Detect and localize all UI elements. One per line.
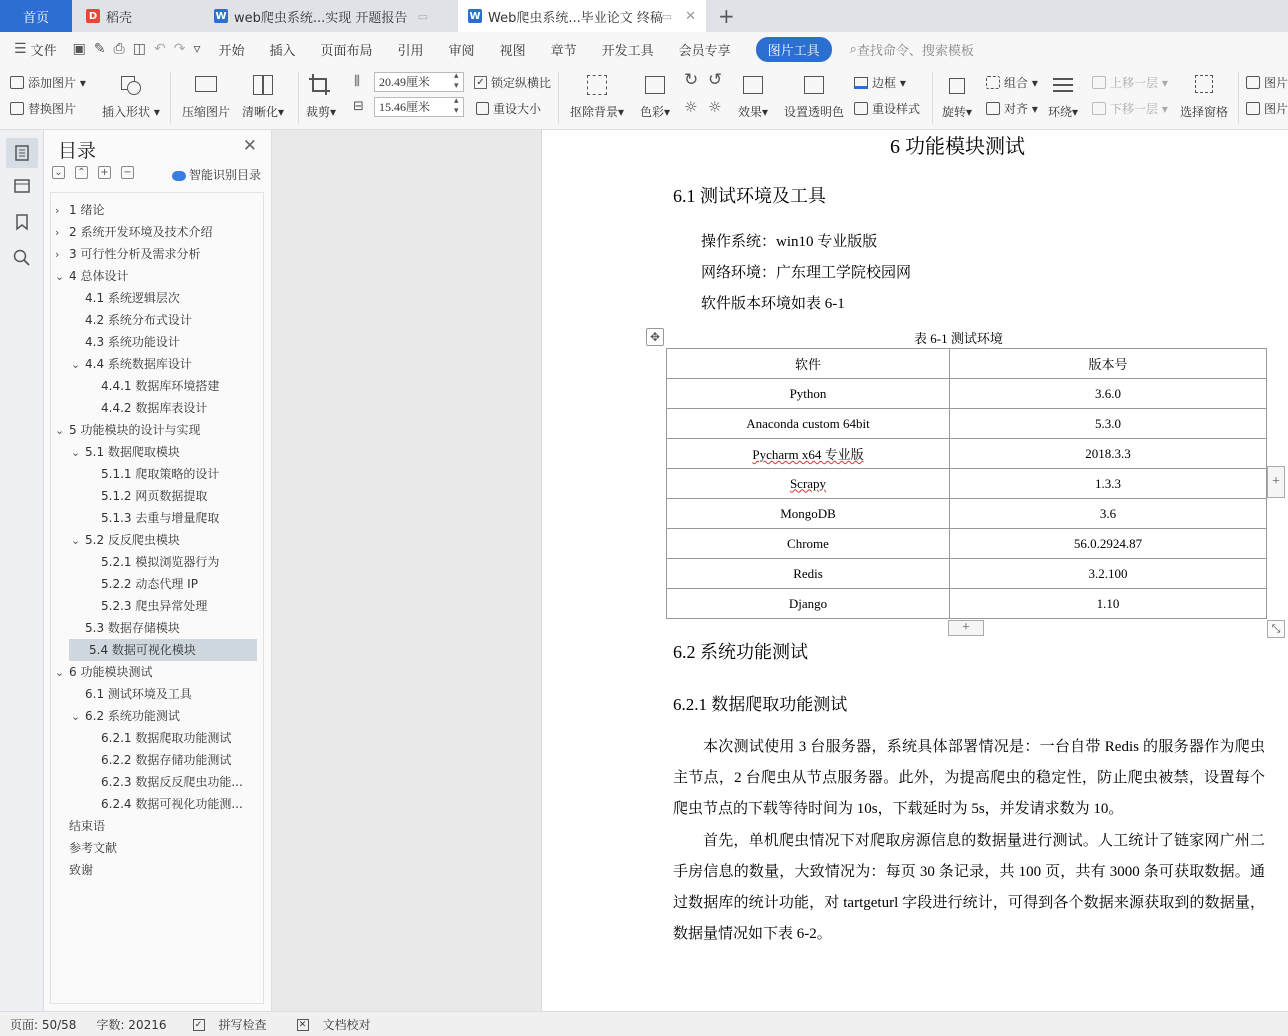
toc-item[interactable]	[85, 287, 257, 309]
transparency-icon	[800, 72, 828, 98]
menu-page-layout[interactable]: 页面布局	[320, 43, 373, 59]
hamburger-icon[interactable]: ☰	[14, 41, 27, 57]
toc-item-label: 结束语	[69, 819, 106, 833]
table-row	[667, 469, 1267, 499]
border-button[interactable]: 边框 ▾	[854, 74, 906, 91]
toc-item-label: 4.4 系统数据库设计	[85, 357, 192, 371]
status-bar	[0, 1011, 1288, 1036]
body-paragraph-1: 本次测试使用 3 台服务器，系统具体部署情况是：一台自带 Redis 的服务器作为爬虫主节点，2 台爬虫从节点服务器。此外，为提高爬虫的稳定性，防止爬虫被禁，设置每个爬虫节点的下载等待时间为 10s，下载延时为 5s，并发请求数为 10。	[673, 739, 1265, 817]
reset-size-label: 重设大小	[493, 102, 542, 116]
undo-icon[interactable]: ↶	[153, 41, 166, 57]
effects-icon	[739, 72, 767, 98]
smart-toc-label: 智能识别目录	[188, 168, 261, 182]
chevron-down-icon[interactable]: ⌄	[55, 424, 65, 437]
table-row	[667, 439, 1267, 469]
toc-item-label: 5.1 数据爬取模块	[85, 445, 180, 459]
close-icon[interactable]: ✕	[685, 8, 696, 24]
toc-item-label: 参考文献	[69, 841, 118, 855]
word-doc-icon: W	[215, 10, 227, 22]
border-label: 边框	[872, 76, 897, 90]
toc-item[interactable]	[101, 727, 257, 749]
toc-icon	[6, 138, 38, 168]
group-label: 组合	[1004, 76, 1029, 90]
find-button[interactable]	[12, 248, 32, 268]
menu-start[interactable]: 开始	[218, 43, 245, 59]
align-button[interactable]: 对齐 ▾	[986, 100, 1038, 117]
toc-item[interactable]	[55, 221, 257, 243]
ribbon-divider	[558, 72, 559, 124]
color-label: 色彩	[640, 105, 665, 119]
proofread-label: 文档校对	[322, 1017, 371, 1032]
toc-item[interactable]	[101, 573, 257, 595]
chevron-down-icon[interactable]: ⌄	[71, 710, 81, 723]
smart-icon	[172, 171, 186, 181]
proofread-button[interactable]	[287, 1016, 371, 1033]
reset-style-button[interactable]	[854, 100, 920, 117]
wrap-button[interactable]: 环绕▾	[1048, 72, 1078, 120]
remove-bg-label: 抠除背景	[570, 105, 619, 119]
toc-title: 目录	[58, 140, 97, 162]
chevron-down-icon[interactable]: ⌄	[55, 270, 65, 283]
toc-toolbar	[52, 166, 144, 179]
border-icon	[854, 77, 868, 89]
toc-item-label: 5.1.1 爬取策略的设计	[101, 467, 220, 481]
crop-button[interactable]: 裁剪▾	[306, 72, 336, 120]
toc-item[interactable]	[55, 419, 257, 441]
table-cell-text: Scrapy	[789, 475, 827, 491]
height-stepper-icon[interactable]: ▴ ▾	[454, 96, 459, 116]
bring-forward-label: 上移一层	[1110, 76, 1159, 90]
replace-picture-label: 替换图片	[28, 102, 77, 116]
toc-item[interactable]	[85, 617, 257, 639]
collapse-all-icon[interactable]: ⌄	[52, 166, 65, 179]
set-transparency-button[interactable]	[784, 72, 844, 120]
table-cell[interactable]	[667, 469, 950, 499]
chevron-down-icon[interactable]: ⌄	[71, 446, 81, 459]
replace-picture-icon	[10, 102, 24, 115]
toc-item-label: 6.2.3 数据反反爬虫功能...	[101, 775, 243, 789]
ribbon-divider	[298, 72, 299, 124]
quick-access-more-icon[interactable]: ▿	[193, 41, 201, 57]
wrap-icon	[1049, 72, 1077, 98]
toc-item[interactable]	[55, 199, 257, 221]
table-header-cell[interactable]: 软件	[667, 349, 950, 379]
toc-item-label: 6.2.2 数据存储功能测试	[101, 753, 232, 767]
toc-item-label: 3 可行性分析及需求分析	[69, 247, 201, 261]
add-picture-label: 添加图片	[28, 76, 77, 90]
effects-label: 效果	[738, 105, 763, 119]
document-canvas	[272, 130, 1288, 1011]
tab-docer[interactable]	[76, 0, 200, 32]
toc-item-label: 5.2 反反爬虫模块	[85, 533, 180, 547]
selection-pane-icon	[1190, 72, 1218, 98]
compress-icon	[192, 72, 220, 98]
toc-item[interactable]	[55, 265, 257, 287]
command-search-input[interactable]: 查找命令、搜索模板	[856, 43, 974, 59]
toc-item-label: 5.3 数据存储模块	[85, 621, 180, 635]
environment-table	[666, 348, 1267, 619]
table-cell[interactable]: Anaconda custom 64bit	[667, 409, 950, 439]
toc-item[interactable]	[101, 749, 257, 771]
section-heading-6-1: 6.1 测试环境及工具	[673, 186, 826, 206]
redo-icon[interactable]: ↷	[173, 41, 186, 57]
toc-item[interactable]	[55, 661, 257, 683]
table-cell[interactable]: Redis	[667, 559, 950, 589]
toc-item[interactable]	[85, 309, 257, 331]
table-cell[interactable]: Chrome	[667, 529, 950, 559]
ribbon-divider	[1238, 72, 1239, 124]
table-caption: 表 6-1 测试环境	[914, 331, 1003, 346]
toc-panel	[44, 130, 272, 1011]
toc-item-label: 1 绪论	[69, 203, 105, 217]
toc-item-label: 5.2.3 爬虫异常处理	[101, 599, 208, 613]
selection-pane-button[interactable]	[1180, 72, 1228, 120]
tab-bar	[0, 0, 1288, 32]
spell-check-label: 拼写检查	[218, 1017, 267, 1032]
toc-item-label: 4.4.1 数据库环境搭建	[101, 379, 220, 393]
toc-item-label: 5.1.2 网页数据提取	[101, 489, 208, 503]
toc-item-label: 5 功能模块的设计与实现	[69, 423, 201, 437]
lock-ratio-checkbox[interactable]	[474, 74, 551, 91]
shape-icon	[117, 72, 145, 98]
bookmark-button[interactable]	[12, 212, 32, 232]
table-header-cell[interactable]: 版本号	[950, 349, 1267, 379]
print-preview-icon[interactable]: ◫	[132, 41, 146, 57]
table-row	[667, 379, 1267, 409]
software-line: 软件版本环境如表 6-1	[701, 296, 845, 312]
remove-background-icon	[583, 72, 611, 98]
replace-picture-button[interactable]	[10, 100, 76, 117]
toc-item-label: 6.2.4 数据可视化功能测...	[101, 797, 243, 811]
tab-thesis[interactable]	[458, 0, 706, 32]
toc-item[interactable]	[69, 859, 257, 881]
toc-panel-button[interactable]	[6, 138, 38, 168]
spell-check-icon: ✓	[193, 1019, 205, 1031]
toc-item-label: 致谢	[69, 863, 94, 877]
table-cell[interactable]: Django	[667, 589, 950, 619]
expand-all-icon[interactable]: ⌃	[75, 166, 88, 179]
tab-proposal[interactable]	[204, 0, 456, 32]
width-input[interactable]: 20.49厘米	[374, 72, 464, 92]
menu-insert[interactable]: 插入	[269, 43, 296, 59]
toc-item[interactable]	[85, 683, 257, 705]
tab-docer-label: 稻壳	[106, 10, 133, 26]
word-count[interactable]: 字数: 20216	[96, 1017, 167, 1032]
tab-home[interactable]	[0, 0, 72, 32]
toc-item-label: 4 总体设计	[69, 269, 129, 283]
clarify-label: 清晰化	[242, 105, 279, 119]
table-cell[interactable]: 1.10	[950, 589, 1267, 619]
remove-heading-icon[interactable]: −	[121, 166, 134, 179]
os-line: 操作系统：win10 专业版版	[701, 234, 878, 250]
toc-item[interactable]	[71, 441, 257, 463]
document-page	[541, 130, 1288, 1011]
toc-item[interactable]	[101, 771, 257, 793]
toc-item-label: 5.2.2 动态代理 IP	[101, 577, 198, 591]
word-doc-icon: W	[469, 10, 481, 22]
toc-item-label: 5.4 数据可视化模块	[89, 643, 196, 657]
color-button[interactable]: 色彩▾	[640, 72, 670, 120]
menu-review[interactable]: 审阅	[448, 43, 475, 59]
reset-style-icon	[854, 102, 868, 115]
bring-forward-icon	[1092, 76, 1106, 89]
toc-item-label: 6.2.1 数据爬取功能测试	[101, 731, 232, 745]
add-picture-button[interactable]: 添加图片 ▾	[10, 74, 86, 91]
add-column-button[interactable]: +	[1267, 466, 1285, 498]
rotate-left-icon[interactable]: ↻	[684, 70, 699, 90]
table-cell[interactable]: 56.0.2924.87	[950, 529, 1267, 559]
toc-item[interactable]	[101, 375, 257, 397]
picture-tools-ribbon	[0, 66, 1288, 130]
format-painter-icon[interactable]: ✎	[93, 41, 106, 57]
table-cell[interactable]: Python	[667, 379, 950, 409]
checkbox-checked-icon: ✓	[474, 76, 487, 89]
search-icon: ⌕	[849, 41, 857, 57]
menu-file[interactable]: 文件	[30, 43, 57, 59]
chevron-down-icon[interactable]: ⌄	[55, 666, 65, 679]
toc-item[interactable]	[69, 815, 257, 837]
group-icon	[986, 76, 1000, 89]
insert-shape-button[interactable]: 插入形状 ▾	[102, 72, 160, 120]
toc-item[interactable]	[55, 243, 257, 265]
add-row-button[interactable]: +	[948, 620, 984, 636]
spell-check-button[interactable]	[183, 1016, 267, 1033]
send-backward-label: 下移一层	[1110, 102, 1159, 116]
search-icon	[12, 248, 32, 268]
menu-references[interactable]: 引用	[397, 43, 424, 59]
table-cell[interactable]: 5.3.0	[950, 409, 1267, 439]
toc-item[interactable]	[101, 551, 257, 573]
table-row	[667, 529, 1267, 559]
table-row	[667, 589, 1267, 619]
toc-item[interactable]	[71, 353, 257, 375]
color-icon	[641, 72, 669, 98]
width-icon: ⫼	[354, 74, 360, 89]
menu-member[interactable]: 会员专享	[678, 43, 731, 59]
navigation-sidebar	[0, 130, 44, 1011]
width-stepper-icon[interactable]: ▴ ▾	[454, 71, 459, 91]
toc-item-label: 4.1 系统逻辑层次	[85, 291, 180, 305]
new-tab-button[interactable]	[712, 0, 742, 32]
picture-more-button[interactable]	[1246, 74, 1288, 91]
wrap-label: 环绕	[1048, 105, 1073, 119]
smart-toc-button[interactable]	[172, 166, 261, 183]
page-count[interactable]: 页面: 50/58	[10, 1017, 77, 1032]
rotate-right-icon[interactable]: ↺	[708, 70, 723, 90]
chevron-right-icon[interactable]: ›	[55, 204, 60, 217]
menu-developer[interactable]: 开发工具	[601, 43, 654, 59]
table-row	[667, 409, 1267, 439]
group-button[interactable]: 组合 ▾	[986, 74, 1038, 91]
toc-item-label: 4.3 系统功能设计	[85, 335, 180, 349]
menu-picture-tools[interactable]: 图片工具	[756, 37, 832, 62]
send-backward-button[interactable]: 下移一层 ▾	[1092, 100, 1168, 117]
tab-thesis-label: Web爬虫系统...毕业论文 终稿	[488, 10, 663, 26]
proofread-icon: ✕	[297, 1019, 309, 1031]
align-label: 对齐	[1004, 102, 1029, 116]
toc-item[interactable]	[69, 837, 257, 859]
toc-item[interactable]	[101, 485, 257, 507]
toc-item-label: 6 功能模块测试	[69, 665, 153, 679]
ribbon-divider	[170, 72, 171, 124]
new-tab-label: +	[718, 4, 735, 28]
table-move-handle-icon[interactable]: ✥	[646, 328, 664, 346]
section-heading-6-2: 6.2 系统功能测试	[673, 642, 808, 662]
rotate-icon	[943, 72, 971, 98]
insert-shape-label: 插入形状	[102, 105, 151, 119]
table-cell[interactable]: MongoDB	[667, 499, 950, 529]
chapter-nav-button[interactable]	[12, 176, 32, 196]
chevron-down-icon[interactable]: ⌄	[71, 534, 81, 547]
network-line: 网络环境：广东理工学院校园网	[701, 265, 912, 281]
toc-item[interactable]	[85, 331, 257, 353]
table-cell[interactable]	[667, 439, 950, 469]
ribbon-divider	[932, 72, 933, 124]
transparency-label: 设置透明色	[784, 105, 845, 119]
picture-more-label: 图片	[1264, 76, 1288, 90]
toc-item-label: 4.2 系统分布式设计	[85, 313, 192, 327]
table-header-row	[667, 349, 1267, 379]
toc-item-label: 2 系统开发环境及技术介绍	[69, 225, 213, 239]
toc-list	[50, 192, 264, 1004]
toc-item[interactable]	[71, 705, 257, 727]
toc-item[interactable]	[101, 397, 257, 419]
menu-view[interactable]: 视图	[499, 43, 526, 59]
close-icon[interactable]: ✕	[242, 136, 257, 156]
reset-size-button[interactable]	[476, 100, 541, 117]
toc-item[interactable]	[101, 463, 257, 485]
body-paragraph-2: 首先，单机爬虫情况下对爬取房源信息的数据量进行测试。人工统计了链家网广州二手房信息的数量，大致情况为：每页 30 条记录，共 100 页，共有 3000 条可获取数据。通过数据库的统计功能，对 tartgeturl 字段进行统计，可得到各个数据来源获取到的数据量，数据量情况如下表 6-2。	[673, 833, 1265, 942]
picture-more-label: 图片	[1264, 102, 1288, 116]
picture-icon	[1246, 76, 1260, 89]
toc-item[interactable]	[101, 507, 257, 529]
table-row	[667, 499, 1267, 529]
picture-icon	[1246, 102, 1260, 115]
chapter-icon	[12, 176, 32, 196]
menu-bar	[0, 32, 1288, 66]
toc-item[interactable]	[101, 595, 257, 617]
picture-more-button-2[interactable]	[1246, 100, 1288, 117]
compress-label: 压缩图片	[182, 105, 231, 119]
chevron-right-icon[interactable]: ›	[55, 248, 60, 261]
clarify-icon	[249, 72, 277, 98]
section-heading-6-2-1: 6.2.1 数据爬取功能测试	[673, 695, 848, 714]
send-backward-icon	[1092, 102, 1106, 115]
table-cell[interactable]: 2018.3.3	[950, 439, 1267, 469]
table-resize-icon[interactable]: ⤡	[1267, 620, 1285, 638]
table-cell[interactable]: 3.6	[950, 499, 1267, 529]
chevron-down-icon[interactable]: ⌄	[71, 358, 81, 371]
reset-style-label: 重设样式	[872, 102, 921, 116]
toc-item[interactable]	[71, 529, 257, 551]
bookmark-icon	[12, 212, 32, 232]
table-cell[interactable]: 1.3.3	[950, 469, 1267, 499]
table-row	[667, 559, 1267, 589]
toc-item-label: 4.4.2 数据库表设计	[101, 401, 208, 415]
add-heading-icon[interactable]: +	[98, 166, 111, 179]
toc-item-label: 6.1 测试环境及工具	[85, 687, 192, 701]
bring-forward-button[interactable]: 上移一层 ▾	[1092, 74, 1168, 91]
crop-label: 裁剪	[306, 105, 331, 119]
table-cell[interactable]: 3.6.0	[950, 379, 1267, 409]
rotate-label: 旋转	[942, 105, 967, 119]
toc-item[interactable]	[101, 793, 257, 815]
rotate-button[interactable]: 旋转▾	[942, 72, 972, 120]
save-icon[interactable]: ▣	[72, 41, 86, 57]
crop-icon	[307, 72, 335, 98]
toc-item-label: 6.2 系统功能测试	[85, 709, 180, 723]
table-cell[interactable]: 3.2.100	[950, 559, 1267, 589]
tab-pin-icon[interactable]: ▭	[661, 9, 672, 23]
tab-proposal-label: web爬虫系统...实现 开题报告	[234, 10, 408, 26]
remove-background-button[interactable]: 抠除背景▾	[570, 72, 624, 120]
toc-item[interactable]	[69, 639, 257, 661]
toc-item-label: 5.2.1 模拟浏览器行为	[101, 555, 220, 569]
height-input[interactable]: 15.46厘米	[374, 97, 464, 117]
selection-pane-label: 选择窗格	[1180, 105, 1229, 119]
table-cell-text: Pycharm x64 专业版	[752, 447, 864, 462]
add-picture-icon	[10, 76, 24, 89]
tab-home-label: 首页	[22, 10, 49, 26]
compress-picture-button[interactable]	[182, 72, 230, 120]
effects-button[interactable]: 效果▾	[738, 72, 768, 120]
print-icon[interactable]: ⎙	[113, 41, 125, 57]
chevron-right-icon[interactable]: ›	[55, 226, 60, 239]
height-icon: ⊟	[353, 99, 364, 114]
clarify-button[interactable]: 清晰化▾	[242, 72, 284, 120]
reset-size-icon	[476, 102, 489, 115]
tab-pin-icon[interactable]: ▭	[417, 9, 428, 23]
brightness-down-icon[interactable]: ☼	[708, 98, 722, 116]
lock-ratio-label: 锁定纵横比	[491, 76, 552, 90]
toc-item-label: 5.1.3 去重与增量爬取	[101, 511, 220, 525]
align-icon	[986, 102, 1000, 115]
chapter-heading: 6 功能模块测试	[890, 136, 1025, 158]
brightness-up-icon[interactable]: ☼	[684, 98, 698, 116]
menu-chapter[interactable]: 章节	[550, 43, 577, 59]
docer-icon: D	[86, 9, 100, 23]
